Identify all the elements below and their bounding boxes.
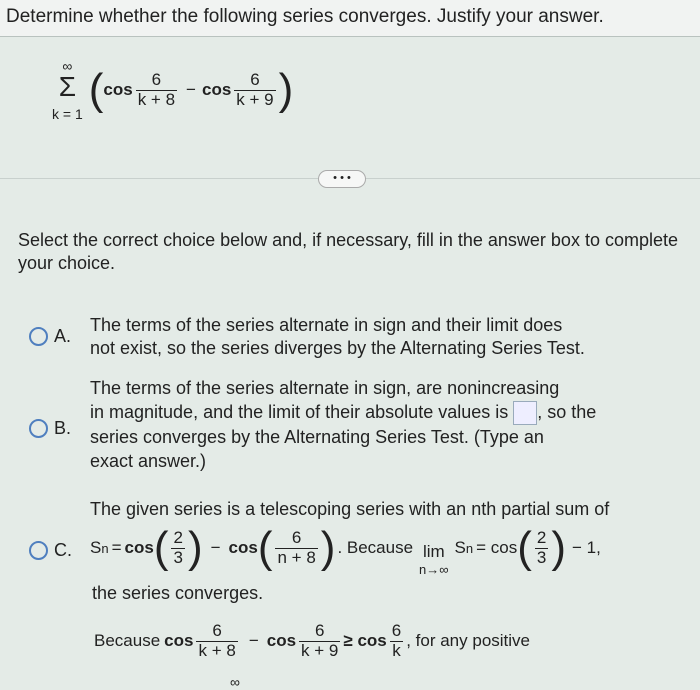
- line: , so the: [537, 402, 597, 422]
- option-letter: B.: [54, 418, 72, 438]
- answer-box[interactable]: [513, 401, 537, 425]
- cos: cos: [266, 631, 297, 651]
- question-title: Determine whether the following series converges. Justify your answer.: [6, 6, 604, 27]
- infinity: ∞: [230, 674, 240, 690]
- den-2: k + 9: [236, 89, 274, 109]
- num-2: 6: [250, 69, 260, 89]
- option-a-text: [90, 314, 585, 360]
- line: in magnitude, and the limit of their absolute values is: [90, 402, 509, 422]
- radio-c[interactable]: [29, 541, 48, 560]
- sum-upper: ∞: [62, 58, 73, 74]
- minus: −: [248, 631, 259, 651]
- tail: , for any positive: [406, 631, 530, 651]
- n3: 6: [391, 621, 402, 640]
- radio-a[interactable]: [29, 327, 48, 346]
- n1: 6: [212, 621, 222, 640]
- line: not exist, so the series diverges by the Alternating Series Test.: [90, 338, 585, 358]
- n3: 2: [536, 527, 547, 547]
- n1: 2: [173, 527, 183, 547]
- s: S: [454, 538, 466, 557]
- d1: k + 8: [198, 640, 236, 660]
- line: series converges by the Alternating Series Test. (Type an: [90, 427, 544, 448]
- cos-1: cos: [103, 80, 133, 99]
- question-header: [0, 0, 700, 37]
- d3: k: [392, 640, 401, 660]
- cos: cos: [228, 538, 258, 557]
- option-b-text: [90, 376, 596, 473]
- d3: 3: [536, 547, 547, 567]
- sigma: [52, 58, 83, 122]
- because: Because: [94, 631, 161, 651]
- eq: =: [111, 538, 122, 557]
- n2: 6: [291, 527, 302, 547]
- option-a-radio[interactable]: [29, 326, 71, 347]
- sub: n: [101, 540, 109, 556]
- n2: 6: [314, 621, 325, 640]
- option-d-math: [94, 622, 530, 660]
- ge-cos: ≥ cos: [343, 631, 387, 651]
- series-expression: ∞ Σ k = 1 ( cos $\frac{6}{k + 8}$ − cos $\frac{6}{k + 9}$ ): [52, 58, 294, 122]
- sigma-symbol: Σ: [58, 71, 77, 102]
- line: The terms of the series alternate in sign and their limit does: [90, 315, 563, 335]
- option-letter: C.: [54, 540, 72, 560]
- s: S: [90, 538, 102, 557]
- cos: cos: [164, 631, 194, 651]
- more-button[interactable]: • • •: [318, 170, 366, 188]
- lim: lim: [422, 541, 445, 561]
- d1: 3: [173, 547, 183, 567]
- sum-lower: k = 1: [52, 106, 83, 122]
- d2: n + 8: [277, 547, 316, 567]
- cos: cos: [124, 538, 154, 557]
- cos-2: cos: [201, 80, 232, 99]
- lim-sub: n→∞: [419, 561, 449, 577]
- den-1: k + 8: [137, 89, 176, 109]
- option-b-radio[interactable]: [29, 418, 71, 439]
- option-c-line2: the series converges.: [92, 583, 264, 603]
- d2: k + 9: [301, 640, 339, 660]
- tail: − 1,: [572, 538, 601, 557]
- option-letter: A.: [54, 326, 72, 346]
- option-c-radio[interactable]: [29, 540, 72, 561]
- instruction-prompt: Select the correct choice below and, if necessary, fill in the answer box to complete your choice.: [18, 230, 678, 273]
- radio-b[interactable]: [29, 419, 48, 438]
- option-c-math: S n = cos ( $\frac{2}{3}$ ) − cos ( $\frac{6}{n + 8}$ ) . Because lim n→∞ S n = cos ( $\frac{2}{3}$ ) − 1,: [90, 523, 601, 577]
- line: exact answer.): [90, 451, 207, 472]
- minus: −: [186, 80, 196, 99]
- eq-cos: = cos: [476, 538, 518, 557]
- sub: n: [465, 540, 474, 556]
- minus: −: [210, 538, 221, 557]
- line: The terms of the series alternate in sign, are nonincreasing: [90, 378, 560, 398]
- option-c-line1: The given series is a telescoping series with an nth partial sum of: [90, 499, 610, 519]
- num-1: 6: [151, 69, 162, 89]
- because: . Because: [337, 538, 414, 557]
